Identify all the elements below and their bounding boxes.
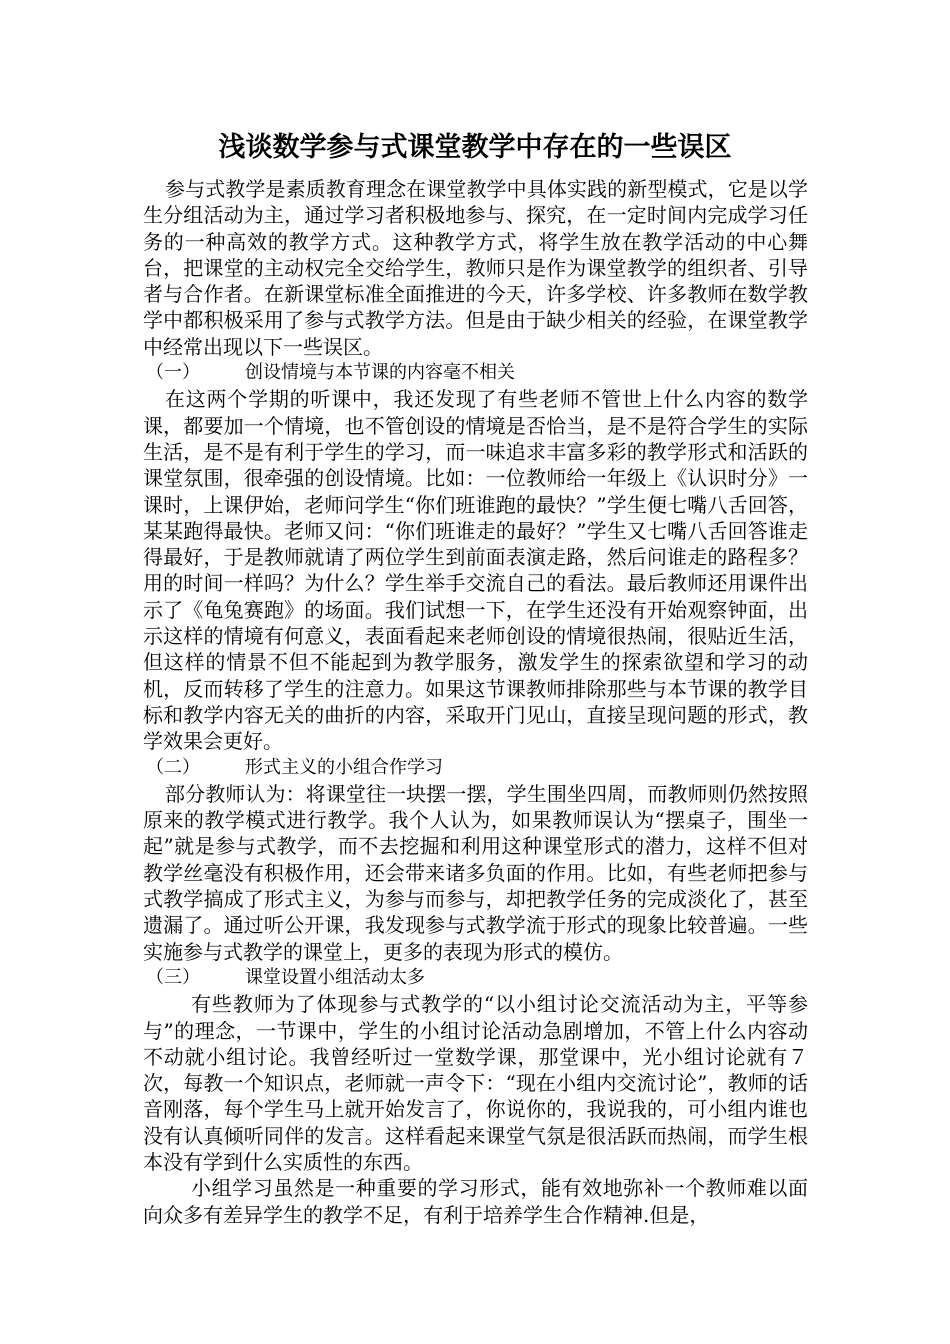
section-number: （一） xyxy=(146,362,200,384)
document-body xyxy=(143,176,808,1228)
section-heading-text: 课堂设置小组活动太多 xyxy=(245,966,425,988)
intro-paragraph: 参与式教学是素质教育理念在课堂教学中具体实践的新型模式，它是以学生分组活动为主，通过学习者积极地参与、探究，在一定时间内完成学习任务的一种高效的教学方式。这种教学方式，将学生放在教学活动的中心舞台，把课堂的主动权完全交给学生，教师只是作为课堂教学的组织者、引导者与合作者。在新课堂标准全面推进的今天，许多学校、许多教师在数学教学中都积极采用了参与式教学方法。但是由于缺少相关的经验，在课堂教学中经常出现以下一些误区。 xyxy=(143,177,808,359)
section-heading-2 xyxy=(143,755,808,781)
section-number: （三） xyxy=(146,966,200,988)
section-number: （二） xyxy=(146,756,200,778)
section-heading-text: 形式主义的小组合作学习 xyxy=(245,756,443,778)
document-title: 浅谈数学参与式课堂教学中存在的一些误区 xyxy=(218,132,732,163)
section-heading-text: 创设情境与本节课的内容毫不相关 xyxy=(245,362,515,384)
body-paragraph: 部分教师认为：将课堂往一块摆一摆，学生围坐四周，而教师则仍然按照原来的教学模式进行教学。我个人认为，如果教师误认为“摆桌子，围坐一起”就是参与式教学，而不去挖掘和利用这种课堂形式的潜力，这样不但对教学丝毫没有积极作用，还会带来诸多负面的作用。比如，有些老师把参与式教学搞成了形式主义，为参与而参与，却把教学任务的完成淡化了，甚至遗漏了。通过听公开课，我发现参与式教学流于形式的现象比较普遍。一些实施参与式教学的课堂上，更多的表现为形式的模仿。 xyxy=(143,781,808,964)
section-heading-1 xyxy=(143,360,808,386)
body-paragraph: 小组学习虽然是一种重要的学习形式，能有效地弥补一个教师难以面向众多有差异学生的教学不足，有利于培养学生合作精神.但是， xyxy=(143,1176,808,1227)
body-paragraph: 有些教师为了体现参与式教学的“以小组讨论交流活动为主，平等参与”的理念，一节课中，学生的小组讨论活动急剧增加，不管上什么内容动不动就小组讨论。我曾经听过一堂数学课，那堂课中，光小组讨论就有７次，每教一个知识点，老师就一声令下：“现在小组内交流讨论”，教师的话音刚落，每个学生马上就开始发言了，你说你的，我说我的，可小组内谁也没有认真倾听同伴的发言。这样看起来课堂气氛是很活跃而热闹，而学生根本没有学到什么实质性的东西。 xyxy=(143,992,808,1174)
section-heading-3 xyxy=(143,965,808,991)
body-paragraph: 在这两个学期的听课中，我还发现了有些老师不管世上什么内容的数学课，都要加一个情境，也不管创设的情境是否恰当，是不是符合学生的实际生活，是不是有利于学生的学习，而一味追求丰富多彩的教学形式和活跃的课堂氛围，很牵强的创设情境。比如：一位教师给一年级上《认识时分》一课时，上课伊始，老师问学生“你们班谁跑的最快？”学生便七嘴八舌回答，某某跑得最快。老师又问：“你们班谁走的最好？”学生又七嘴八舌回答谁走得最好，于是教师就请了两位学生到前面表演走路，然后问谁走的路程多？用的时间一样吗？为什么？学生举手交流自己的看法。最后教师还用课件出示了《龟兔赛跑》的场面。我们试想一下，在学生还没有开始观察钟面，出示这样的情境有何意义，表面看起来老师创设的情境很热闹，很贴近生活，但这样的情景不但不能起到为教学服务，激发学生的探索欲望和学习的动机，反而转移了学生的注意力。如果这节课教师排除那些与本节课的教学目标和教学内容无关的曲折的内容，采取开门见山，直接呈现问题的形式，教学效果会更好。 xyxy=(143,387,808,754)
